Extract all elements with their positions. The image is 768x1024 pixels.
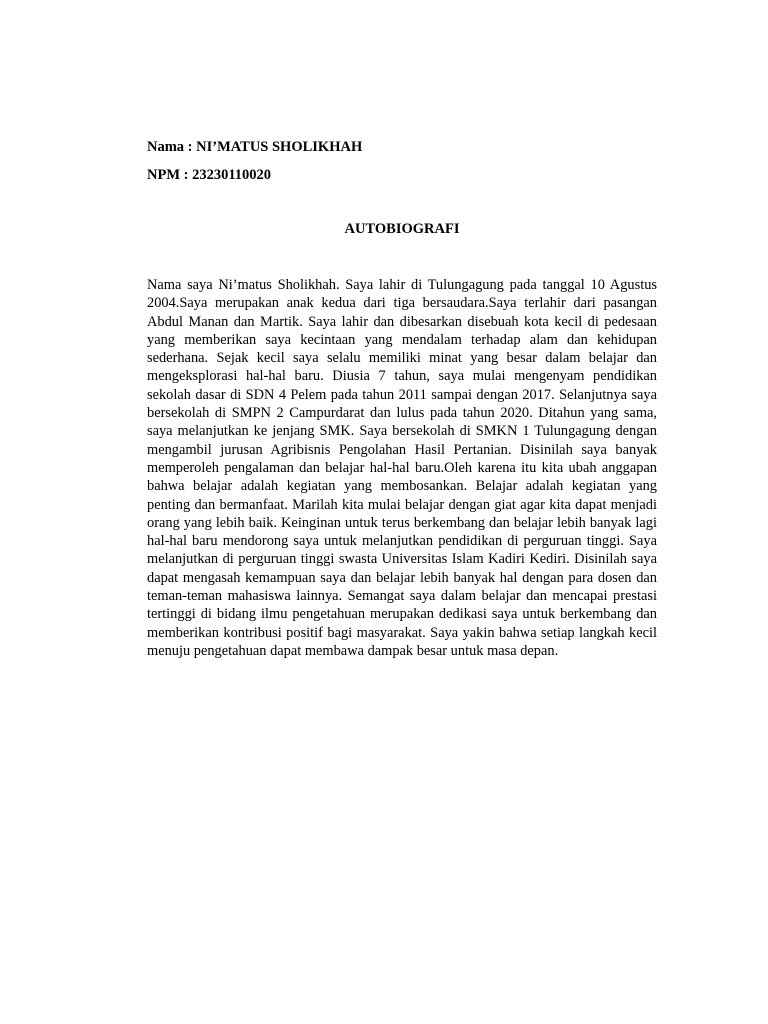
student-name-line: Nama : NI’MATUS SHOLIKHAH (147, 139, 363, 155)
document-title: AUTOBIOGRAFI (344, 221, 460, 237)
autobiography-paragraph: Nama saya Ni’matus Sholikhah. Saya lahir di Tulungagung pada tanggal 10 Agustus 2004.Saya merupakan anak kedua dari tiga bersaudara.Saya terlahir dari pasangan Abdul Manan dan Martik. Saya lahir dan dibesarkan disebuah kota kecil di pedesaan yang memberikan saya kecintaan yang mendalam terhadap alam dan kehidupan sederhana. Sejak kecil saya selalu memiliki minat yang besar dalam belajar dan mengeksplorasi hal-hal baru. Diusia 7 tahun, saya mulai mengenyam pendidikan sekolah dasar di SDN 4 Pelem pada tahun 2011 sampai dengan 2017. Selanjutnya saya bersekolah di SMPN 2 Campurdarat dan lulus pada tahun 2020. Ditahun yang sama, saya melanjutkan ke jenjang SMK. Saya bersekolah di SMKN 1 Tulungagung dengan mengambil jurusan Agribisnis Pengolahan Hasil Pertanian. Disinilah saya banyak memperoleh pengalaman dan belajar hal-hal baru.Oleh karena itu kita ubah anggapan bahwa belajar adalah kegiatan yang membosankan. Belajar adalah kegiatan yang penting dan bermanfaat. Marilah kita mulai belajar dengan giat agar kita dapat menjadi orang yang lebih baik. Keinginan untuk terus berkembang dan belajar lebih banyak lagi hal-hal baru mendorong saya untuk melanjutkan pendidikan di perguruan tinggi. Saya melanjutkan di perguruan tinggi swasta Universitas Islam Kadiri Kediri. Disinilah saya dapat mengasah kemampuan saya dan belajar lebih banyak hal dengan para dosen dan teman-teman mahasiswa lainnya. Semangat saya dalam belajar dan mencapai prestasi tertinggi di bidang ilmu pengetahuan merupakan dedikasi saya untuk berkembang dan memberikan kontribusi positif bagi masyarakat. Saya yakin bahwa setiap langkah kecil menuju pengetahuan dapat membawa dampak besar untuk masa depan. (147, 277, 657, 659)
student-npm-line: NPM : 23230110020 (147, 167, 272, 183)
